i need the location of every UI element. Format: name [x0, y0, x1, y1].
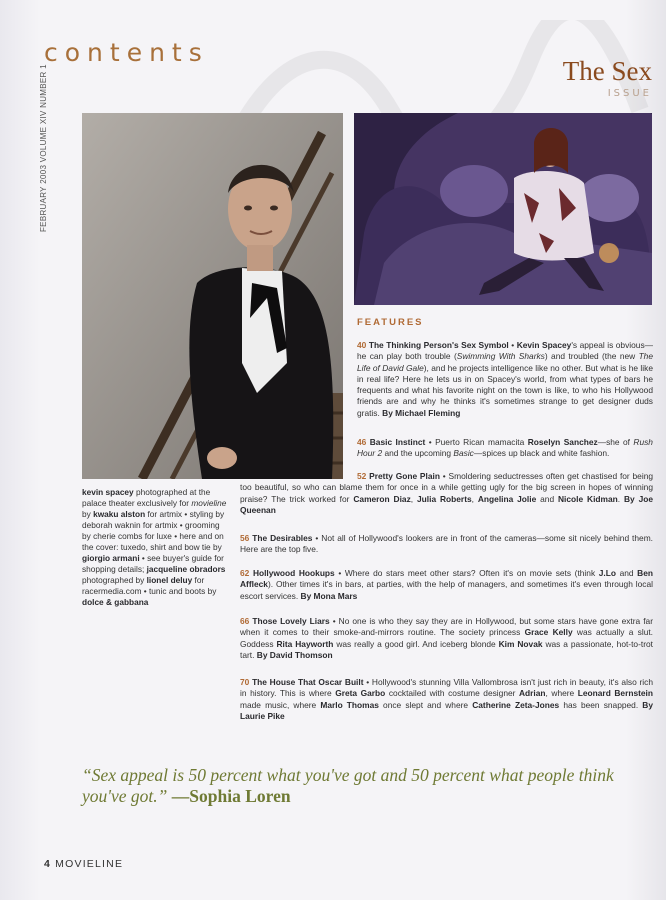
article-name: Kevin Spacey [516, 340, 572, 350]
article-byline: By Mona Mars [300, 590, 358, 601]
caption-photographer: lionel deluy [146, 575, 193, 585]
article-name: Roselyn Sanchez [527, 437, 598, 447]
caption-text: for racermedia.com • tunic and boots by [82, 575, 217, 596]
article-page-number: 56 [240, 533, 250, 543]
caption-magazine: movieline [191, 498, 227, 508]
article-title: The Desirables [252, 533, 313, 543]
article-text: , [471, 493, 478, 504]
article-name: Rita Hayworth [276, 638, 334, 649]
article-70 [240, 677, 653, 722]
section-title: contents [44, 38, 209, 67]
caption-text: photographed by [82, 575, 147, 585]
caption-designer: dolce & gabbana [82, 597, 149, 607]
caption-text: • see buyer's guide for shopping details; [82, 553, 224, 574]
article-text: • No one is who they say they are in Hollywood, but some stars have gone extra far when it comes to their smoke-and-mirrors routine. The society princess [240, 616, 654, 638]
photo-credits-caption [82, 487, 230, 608]
page-number: 4 [44, 858, 52, 870]
article-text: • Hollywood's stunning Villa Vallombrosa isn't just rich in beauty, it's also rich in history. This is where [240, 677, 654, 699]
issue-subtitle: ISSUE [607, 88, 652, 99]
article-46 [357, 437, 653, 460]
article-name: Ben Affleck [240, 568, 653, 590]
article-62 [240, 568, 653, 602]
article-text: , where [545, 688, 578, 699]
portrait-illustration [82, 113, 343, 479]
article-text: ). Other times it's in bars, at parties, with the help of managers, and sometimes it's even through local escort services. [240, 579, 653, 601]
article-byline: By David Thomson [256, 649, 333, 660]
pull-quote [82, 765, 652, 807]
article-text: was really a good girl. And iceberg blonde [333, 638, 499, 649]
article-name: Greta Garbo [335, 688, 386, 699]
article-66 [240, 616, 653, 661]
article-byline: By Joe Queenan [240, 493, 654, 515]
article-title: Those Lovely Liars [252, 616, 330, 626]
article-52 [240, 471, 653, 516]
article-text: • Where do stars meet other stars? Often it's on movie sets (think [334, 568, 599, 578]
article-page-number: 46 [357, 437, 367, 447]
article-text: • Not all of Hollywood's lookers are in front of the cameras—some sit nicely behind them. Here are the top five. [240, 533, 654, 555]
caption-subject: jacqueline obradors [146, 564, 226, 574]
article-title: Hollywood Hookups [252, 568, 335, 578]
article-text: was a passionate, hot-to-trot tart. [240, 638, 653, 660]
issue-date-volume: FEBRUARY 2003 VOLUME XIV NUMBER 1 [39, 64, 48, 232]
article-name: Adrian [518, 688, 546, 699]
article-text: • Smoldering seductresses often get chastised for being too beautiful, so who can blame them for once in a while getting ugly for the big screen in hopes of winning praise? The trick worked for [240, 471, 654, 504]
article-text: • Puerto Rican mamacita [425, 437, 528, 447]
article-name: Cameron Diaz [353, 493, 411, 504]
article-italic-title: Swimming With Sharks [456, 351, 545, 362]
article-text: has been snapped. [559, 699, 643, 710]
article-title: Pretty Gone Plain [369, 471, 440, 481]
issue-title: The Sex [562, 56, 652, 86]
article-title: The Thinking Person's Sex Symbol [368, 340, 509, 350]
article-text: , [410, 493, 418, 504]
article-text: ), and he projects intelligence like no other. But what is he like in real life? Here he lets us in on Spacey's world, from what types of bars he frequents and what his favorite night on the town is like, to who his Hollywood friends are and why he thinks it's sometimes strange to get designer duds gratis. [357, 362, 653, 418]
caption-designer: giorgio armani [82, 553, 140, 563]
article-name: Angelina Jolie [477, 493, 537, 504]
article-title: The House That Oscar Built [252, 677, 364, 687]
article-byline: By Laurie Pike [240, 699, 654, 721]
article-text: —she of [597, 437, 634, 447]
sofa-scene-illustration [354, 113, 652, 305]
article-name: Grace Kelly [524, 627, 573, 638]
article-text: and [536, 493, 558, 504]
caption-photographer: kwaku alston [93, 509, 146, 519]
article-page-number: 62 [240, 568, 250, 578]
magazine-name: MOVIELINE [55, 858, 124, 870]
article-text: once slept and where [378, 699, 473, 710]
article-byline: By Michael Fleming [382, 407, 461, 418]
caption-text: by [82, 509, 94, 519]
article-italic-title: Rush Hour 2 [357, 437, 653, 459]
article-name: Leonard Bernstein [577, 688, 653, 699]
caption-text: for artmix • styling by deborah waknin for artmix • grooming by cherie combs for luxe • here and on the cover: tuxedo, shirt and bow tie by [82, 509, 225, 552]
article-name: Kim Novak [498, 638, 543, 649]
article-56 [240, 533, 653, 556]
caption-subject: kevin spacey [82, 487, 134, 497]
article-text: —spices up black and white fashion. [473, 448, 610, 459]
quote-author: —Sophia Loren [171, 786, 291, 806]
article-text: and the upcoming [382, 448, 454, 459]
features-heading: FEATURES [357, 317, 424, 328]
article-text: 's appeal is obvious—he can play both trouble ( [357, 340, 654, 362]
article-text: cocktailed with costume designer [385, 688, 519, 699]
article-text: . [617, 493, 624, 504]
article-40 [357, 340, 653, 419]
article-name: Nicole Kidman [558, 493, 618, 504]
article-page-number: 40 [357, 340, 367, 350]
article-text: was actually a slut. Goddess [240, 627, 654, 649]
article-text: ) and troubled (the new [544, 351, 639, 362]
article-text: made music, where [240, 699, 321, 710]
article-title: Basic Instinct [369, 437, 426, 447]
article-page-number: 52 [357, 471, 367, 481]
feature-photo-jacqueline-obradors [354, 113, 652, 305]
page-folio [44, 858, 123, 870]
article-italic-title: Basic [453, 448, 474, 459]
article-name: J.Lo [598, 568, 616, 578]
article-name: Marlo Thomas [320, 699, 379, 710]
article-page-number: 66 [240, 616, 250, 626]
caption-text: photographed at the palace theater exclusively for [82, 487, 211, 508]
article-page-number: 70 [240, 677, 250, 687]
cover-photo-kevin-spacey [82, 113, 343, 479]
quote-text: “Sex appeal is 50 percent what you've got and 50 percent what people think you've got.” [82, 765, 614, 806]
article-name: Catherine Zeta-Jones [472, 699, 560, 710]
article-name: Julia Roberts [417, 493, 472, 504]
article-italic-title: The Life of David Gale [357, 351, 653, 373]
article-text: • [508, 340, 517, 350]
article-text: and [615, 568, 638, 578]
